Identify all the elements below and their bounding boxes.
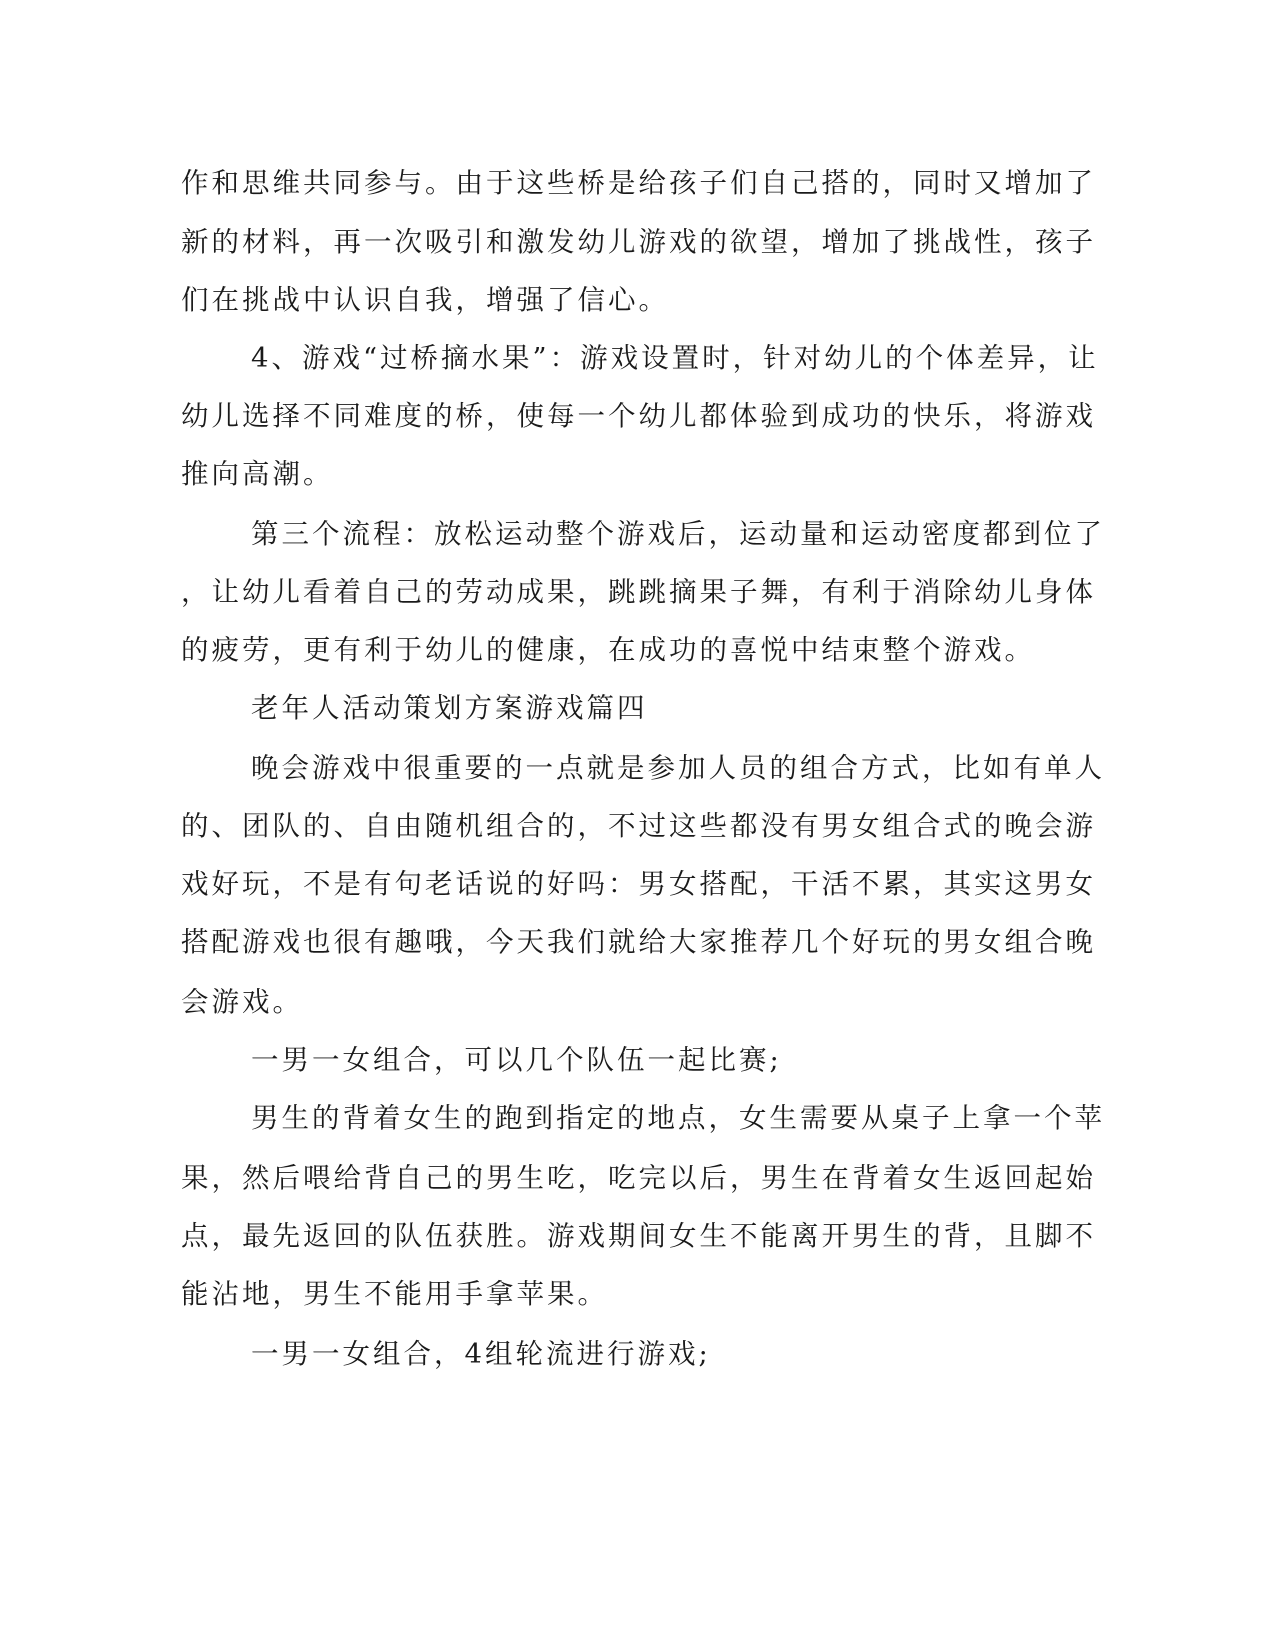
text-line: 们在挑战中认识自我，增强了信心。 (181, 284, 669, 316)
text-line: 幼儿选择不同难度的桥，使每一个幼儿都体验到成功的快乐，将游戏 (181, 400, 1096, 432)
text-line: 4、游戏“过桥摘水果”：游戏设置时，针对幼儿的个体差异，让 (251, 342, 1099, 374)
text-line: 的、团队的、自由随机组合的，不过这些都没有男女组合式的晚会游 (181, 810, 1096, 842)
text-line: 搭配游戏也很有趣哦，今天我们就给大家推荐几个好玩的男女组合晚 (181, 926, 1096, 958)
text-line: 能沾地，男生不能用手拿苹果。 (181, 1278, 608, 1310)
text-line: 果，然后喂给背自己的男生吃，吃完以后，男生在背着女生返回起始 (181, 1162, 1096, 1194)
text-line: 点，最先返回的队伍获胜。游戏期间女生不能离开男生的背，且脚不 (181, 1220, 1096, 1252)
text-line: 作和思维共同参与。由于这些桥是给孩子们自己搭的，同时又增加了 (181, 167, 1096, 199)
text-line: 一男一女组合，4组轮流进行游戏; (251, 1338, 711, 1370)
text-line: 会游戏。 (181, 986, 303, 1018)
text-line: 戏好玩，不是有句老话说的好吗：男女搭配，干活不累，其实这男女 (181, 868, 1096, 900)
text-line: ，让幼儿看着自己的劳动成果，跳跳摘果子舞，有利于消除幼儿身体 (181, 576, 1096, 608)
section-heading: 老年人活动策划方案游戏篇四 (251, 692, 648, 724)
text-line: 新的材料，再一次吸引和激发幼儿游戏的欲望，增加了挑战性，孩子 (181, 226, 1096, 258)
text-line: 第三个流程：放松运动整个游戏后，运动量和运动密度都到位了 (251, 518, 1105, 550)
text-line: 男生的背着女生的跑到指定的地点，女生需要从桌子上拿一个苹 (251, 1102, 1105, 1134)
text-line: 一男一女组合，可以几个队伍一起比赛; (251, 1044, 782, 1076)
text-line: 晚会游戏中很重要的一点就是参加人员的组合方式，比如有单人 (251, 752, 1105, 784)
text-line: 的疲劳，更有利于幼儿的健康，在成功的喜悦中结束整个游戏。 (181, 634, 1035, 666)
text-line: 推向高潮。 (181, 458, 334, 490)
